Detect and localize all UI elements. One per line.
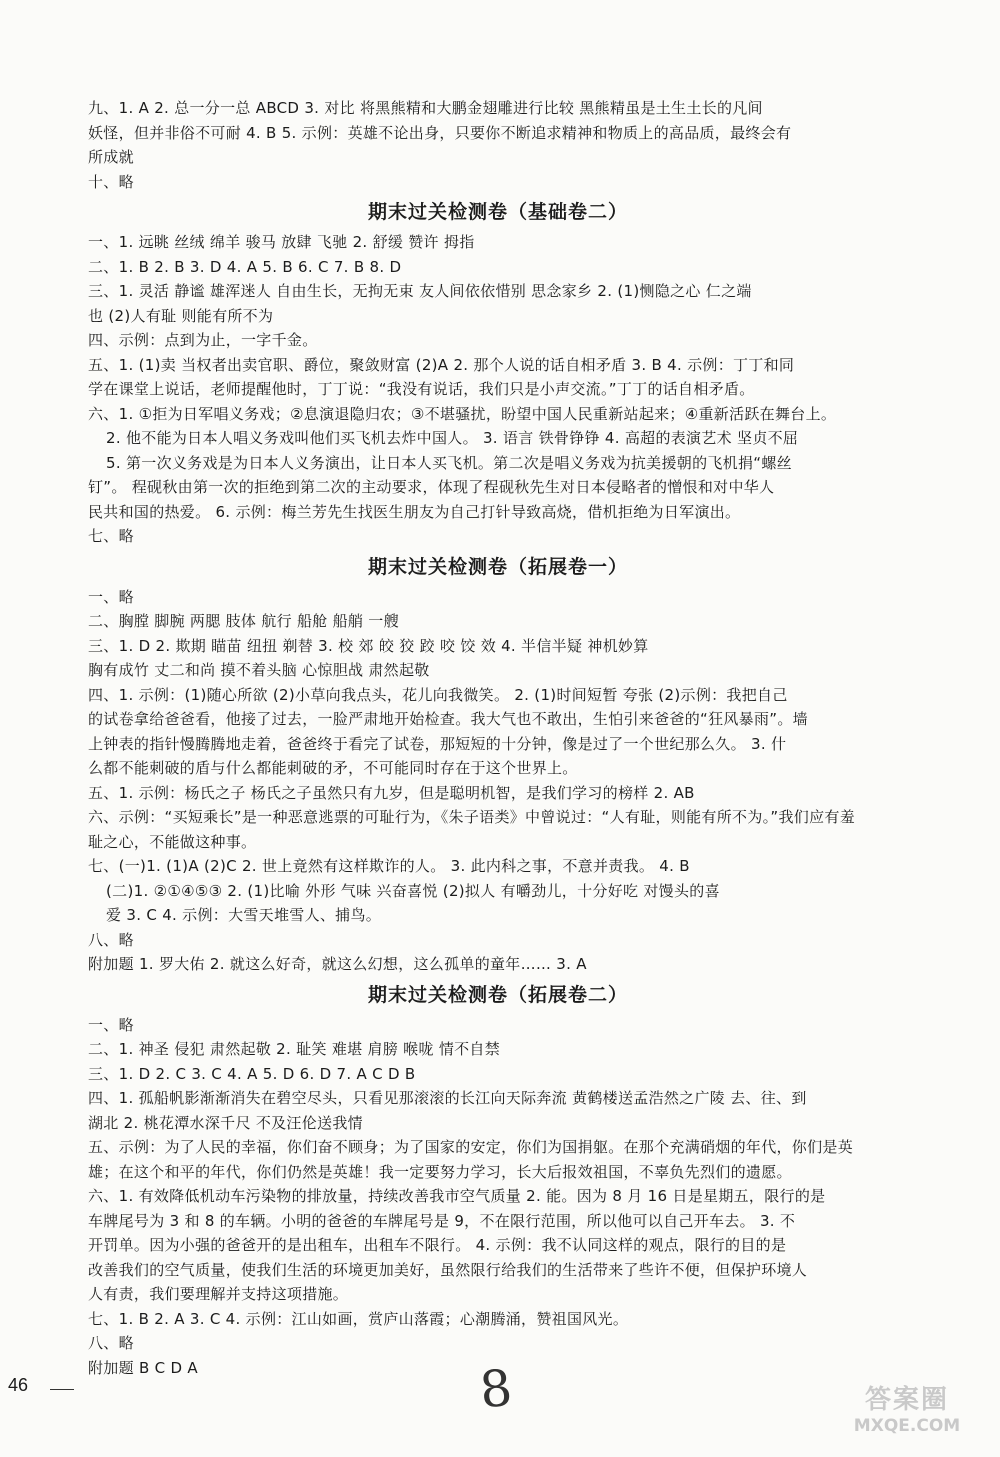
answer-line: 湖北 2. 桃花潭水深千尺 不及汪伦送我情 (88, 1113, 363, 1132)
answer-line: 八、略 (88, 1334, 134, 1352)
answer-line: 二、胸膛 脚腕 两腮 肢体 航行 船舱 船艄 一艘 (88, 612, 399, 630)
answer-line: 二、1. 神圣 侵犯 肃然起敬 2. 耻笑 难堪 肩膀 喉咙 情不自禁 (88, 1040, 501, 1058)
answer-line: 改善我们的空气质量，使我们生活的环境更加美好，虽然限行给我们的生活带来了些许不便，但保护环境人 (88, 1260, 808, 1279)
answer-line: 四、1. 示例：(1)随心所欲 (2)小草向我点头，花儿向我微笑。 2. (1)时间短暂 夸张 (2)示例：我把自己 (88, 685, 788, 704)
answer-line: 胸有成竹 丈二和尚 摸不着头脑 心惊胆战 肃然起敬 (88, 661, 430, 679)
answer-line: 附加题 B C D A (88, 1358, 198, 1377)
answer-line: 六、示例：“买短乘长”是一种恶意逃票的可耻行为，《朱子语类》中曾说过：“人有耻，则能有所不为。”我们应有羞 (88, 808, 855, 826)
answer-line: 三、1. 灵活 静谧 雄浑迷人 自由生长，无拘无束 友人间依依惜别 思念家乡 2. (1)恻隐之心 仁之端 (88, 282, 752, 300)
answer-line: 民共和国的热爱。 6. 示例：梅兰芳先生找医生朋友为自己打针导致高烧，借机拒绝为日军演出。 (88, 502, 741, 521)
answer-line: 三、1. D 2. 欺期 瞄苗 纽扭 剃替 3. 校 郊 皎 狡 跤 咬 饺 效 4. 半信半疑 神机妙算 (88, 636, 649, 655)
watermark-logo: 答案圈 (864, 1385, 949, 1415)
answer-line: 五、示例：为了人民的幸福，你们奋不顾身；为了国家的安定，你们为国捐躯。在那个充满硝烟的年代，你们是英 (88, 1138, 854, 1156)
answer-line: 七、(一)1. (1)A (2)C 2. 世上竟然有这样欺诈的人。 3. 此内科之事，不意并责我。 4. B (88, 857, 690, 875)
answer-key-document (88, 96, 908, 1380)
answer-line: 也 (2)人有耻 则能有所不为 (88, 306, 274, 325)
answer-line: 七、略 (88, 527, 134, 545)
answer-line: 上钟表的指针慢腾腾地走着，爸爸终于看完了试卷，那短短的十分钟，像是过了一个世纪那么久。 3. 什 (88, 734, 787, 753)
answer-line: 附加题 1. 罗大佑 2. 就这么好奇，就这么幻想，这么孤单的童年…… 3. A (88, 955, 587, 973)
answer-line: (二)1. ②①④⑤③ 2. (1)比喻 外形 气味 兴奋喜悦 (2)拟人 有嚼劲儿，十分好吃 对馒头的喜 (106, 881, 720, 900)
section-title: 期末过关检测卷（拓展卷二） (367, 983, 628, 1006)
answer-line: 十、略 (88, 172, 134, 191)
answer-line: 七、1. B 2. A 3. C 4. 示例：江山如画，赏庐山落霞；心潮腾涌，赞祖国风光。 (88, 1309, 629, 1328)
answer-line: 一、略 (88, 1015, 134, 1034)
answer-line: 么都不能刺破的盾与什么都能刺破的矛，不可能同时存在于这个世界上。 (88, 759, 578, 777)
page-number-rule (50, 1389, 74, 1390)
answer-line: 5. 第一次义务戏是为日本人义务演出，让日本人买飞机。第二次是唱义务戏为抗美援朝的飞机捐“螺丝 (106, 453, 792, 472)
watermark (832, 1385, 982, 1445)
answer-line: 雄；在这个和平的年代，你们仍然是英雄！我一定要努力学习，长大后报效祖国，不辜负先烈们的遗愿。 (88, 1162, 792, 1181)
answer-line: 耻之心，不能做这种事。 (88, 832, 257, 851)
answer-line: 五、1. 示例：杨氏之子 杨氏之子虽然只有九岁，但是聪明机智，是我们学习的榜样 2. AB (88, 783, 695, 802)
answer-line: 的试卷拿给爸爸看，他接了过去，一脸严肃地开始检查。我大气也不敢出，生怕引来爸爸的“狂风暴雨”。墙 (88, 710, 808, 728)
answer-line: 爱 3. C 4. 示例：大雪天堆雪人、捕鸟。 (106, 906, 382, 924)
answer-line: 六、1. ①拒为日军唱义务戏；②息演退隐归农；③不堪骚扰，盼望中国人民重新站起来；④重新活跃在舞台上。 (88, 404, 837, 423)
answer-line: 妖怪，但并非俗不可耐 4. B 5. 示例：英雄不论出身，只要你不断追求精神和物质上的高品质，最终会有 (88, 123, 792, 142)
answer-line: 八、略 (88, 930, 134, 949)
answer-line: 钉”。 程砚秋由第一次的拒绝到第二次的主动要求，体现了程砚秋先生对日本侵略者的憎恨和对中华人 (88, 478, 775, 496)
answer-line: 六、1. 有效降低机动车污染物的排放量，持续改善我市空气质量 2. 能。因为 8 月 16 日是星期五，限行的是 (88, 1187, 826, 1205)
handwritten-mark: 8 (477, 1358, 515, 1420)
section-title: 期末过关检测卷（拓展卷一） (367, 555, 628, 578)
answer-line: 三、1. D 2. C 3. C 4. A 5. D 6. D 7. A C D B (88, 1064, 416, 1083)
answer-line: 一、略 (88, 587, 134, 606)
answer-line: 一、1. 远眺 丝绒 绵羊 骏马 放肆 飞驰 2. 舒缓 赞许 拇指 (88, 233, 475, 251)
answer-line: 二、1. B 2. B 3. D 4. A 5. B 6. C 7. B 8. D (88, 257, 402, 276)
answer-line: 人有责，我们要理解并支持这项措施。 (88, 1285, 349, 1303)
answer-line: 车牌尾号为 3 和 8 的车辆。小明的爸爸的车牌尾号是 9，不在限行范围，所以他可以自己开车去。 3. 不 (88, 1211, 796, 1230)
answer-line: 四、1. 孤船帆影渐渐消失在碧空尽头，只看见那滚滚的长江向天际奔流 黄鹤楼送孟浩然之广陵 去、往、到 (88, 1089, 807, 1107)
section-title: 期末过关检测卷（基础卷二） (367, 201, 628, 223)
page-number: 46 (8, 1375, 29, 1395)
answer-line: 开罚单。因为小强的爸爸开的是出租车，出租车不限行。 4. 示例：我不认同这样的观点，限行的目的是 (88, 1236, 787, 1254)
answer-line: 九、1. A 2. 总一分一总 ABCD 3. 对比 将黑熊精和大鹏金翅雕进行比较 黑熊精虽是土生土长的凡间 (88, 99, 763, 117)
answer-line: 所成就 (88, 148, 134, 166)
watermark-url: MXQE.COM (853, 1416, 961, 1436)
answer-line: 学在课堂上说话，老师提醒他时，丁丁说：“我没有说话，我们只是小声交流。”丁丁的话自相矛盾。 (88, 380, 755, 398)
answer-line: 四、示例：点到为止，一字千金。 (88, 331, 318, 349)
answer-line: 五、1. (1)卖 当权者出卖官职、爵位，聚敛财富 (2)A 2. 那个人说的话自相矛盾 3. B 4. 示例：丁丁和同 (88, 355, 795, 374)
answer-line: 2. 他不能为日本人唱义务戏叫他们买飞机去炸中国人。 3. 语言 铁骨铮铮 4. 高超的表演艺术 坚贞不屈 (106, 429, 799, 447)
